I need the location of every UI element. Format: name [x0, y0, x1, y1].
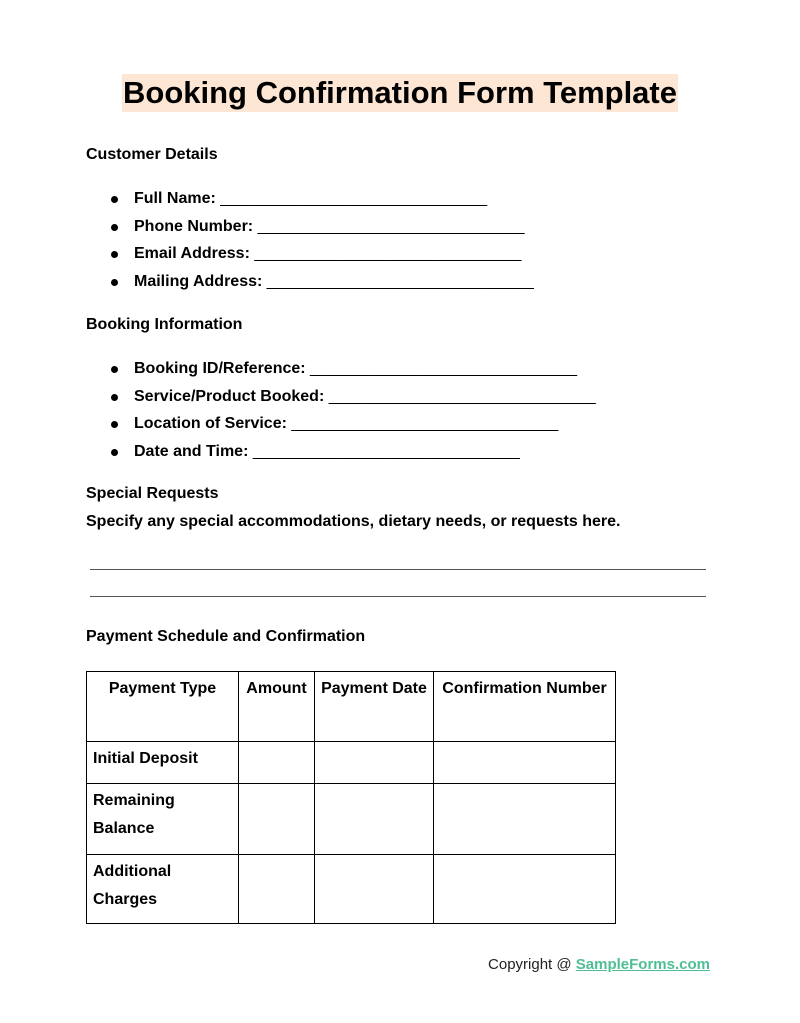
- field-label: Booking ID/Reference:: [134, 360, 311, 377]
- copyright-prefix: Copyright @: [488, 956, 576, 973]
- page-title: Booking Confirmation Form Template: [123, 75, 677, 110]
- field-label: Phone Number:: [134, 217, 258, 235]
- list-item: [86, 271, 534, 299]
- field-blank[interactable]: ______________________________: [266, 273, 534, 291]
- list-item: [86, 413, 596, 441]
- customer-details-heading: Customer Details: [86, 146, 218, 163]
- field-blank[interactable]: ______________________________: [291, 415, 559, 433]
- field-label: Mailing Address:: [134, 273, 267, 291]
- column-header: Payment Type: [87, 672, 239, 742]
- copyright-notice: [488, 956, 710, 973]
- list-item: [86, 216, 534, 244]
- brand-link[interactable]: SampleForms.com: [575, 956, 710, 973]
- field-blank[interactable]: ______________________________: [254, 245, 522, 263]
- special-requests-heading: Special Requests: [86, 485, 219, 502]
- payment-heading: Payment Schedule and Confirmation: [86, 628, 366, 645]
- table-row: [87, 855, 616, 924]
- confirmation-number-cell[interactable]: [434, 855, 616, 924]
- payment-date-cell[interactable]: [315, 855, 434, 924]
- list-item: [86, 243, 534, 271]
- list-item: [86, 358, 596, 386]
- field-label: Service/Product Booked:: [134, 387, 329, 405]
- field-blank[interactable]: ______________________________: [252, 443, 520, 461]
- column-header: Amount: [239, 672, 315, 742]
- special-requests-line-2[interactable]: [90, 596, 706, 597]
- special-requests-instructions: Specify any special accommodations, dietary needs, or requests here.: [86, 513, 621, 530]
- column-header: Payment Date: [315, 672, 434, 742]
- special-requests-line-1[interactable]: [90, 569, 706, 570]
- booking-information-list: [86, 358, 596, 469]
- amount-cell[interactable]: [239, 742, 315, 784]
- field-label: Location of Service:: [134, 415, 292, 433]
- amount-cell[interactable]: [239, 855, 315, 924]
- column-header: Confirmation Number: [434, 672, 616, 742]
- field-label: Full Name:: [134, 190, 221, 207]
- field-blank[interactable]: ______________________________: [310, 360, 577, 377]
- field-blank[interactable]: ______________________________: [328, 387, 596, 405]
- list-item: [86, 386, 596, 414]
- customer-details-list: [86, 188, 534, 299]
- field-label: Date and Time:: [134, 443, 253, 461]
- booking-information-heading: Booking Information: [86, 316, 243, 333]
- field-blank[interactable]: ______________________________: [220, 190, 488, 207]
- payment-date-cell[interactable]: [315, 742, 434, 784]
- table-row: [87, 784, 616, 855]
- field-label: Email Address:: [134, 245, 255, 263]
- list-item: [86, 441, 596, 469]
- payment-table: [86, 671, 616, 924]
- confirmation-number-cell[interactable]: [434, 784, 616, 855]
- payment-date-cell[interactable]: [315, 784, 434, 855]
- payment-type-cell: Initial Deposit: [87, 742, 239, 784]
- table-row: [87, 742, 616, 784]
- field-blank[interactable]: ______________________________: [257, 217, 525, 235]
- amount-cell[interactable]: [239, 784, 315, 855]
- confirmation-number-cell[interactable]: [434, 742, 616, 784]
- payment-type-cell: Additional Charges: [87, 855, 239, 924]
- title-wrap: [0, 74, 800, 112]
- list-item: [86, 188, 534, 216]
- payment-type-cell: Remaining Balance: [87, 784, 239, 855]
- table-header-row: [87, 672, 616, 742]
